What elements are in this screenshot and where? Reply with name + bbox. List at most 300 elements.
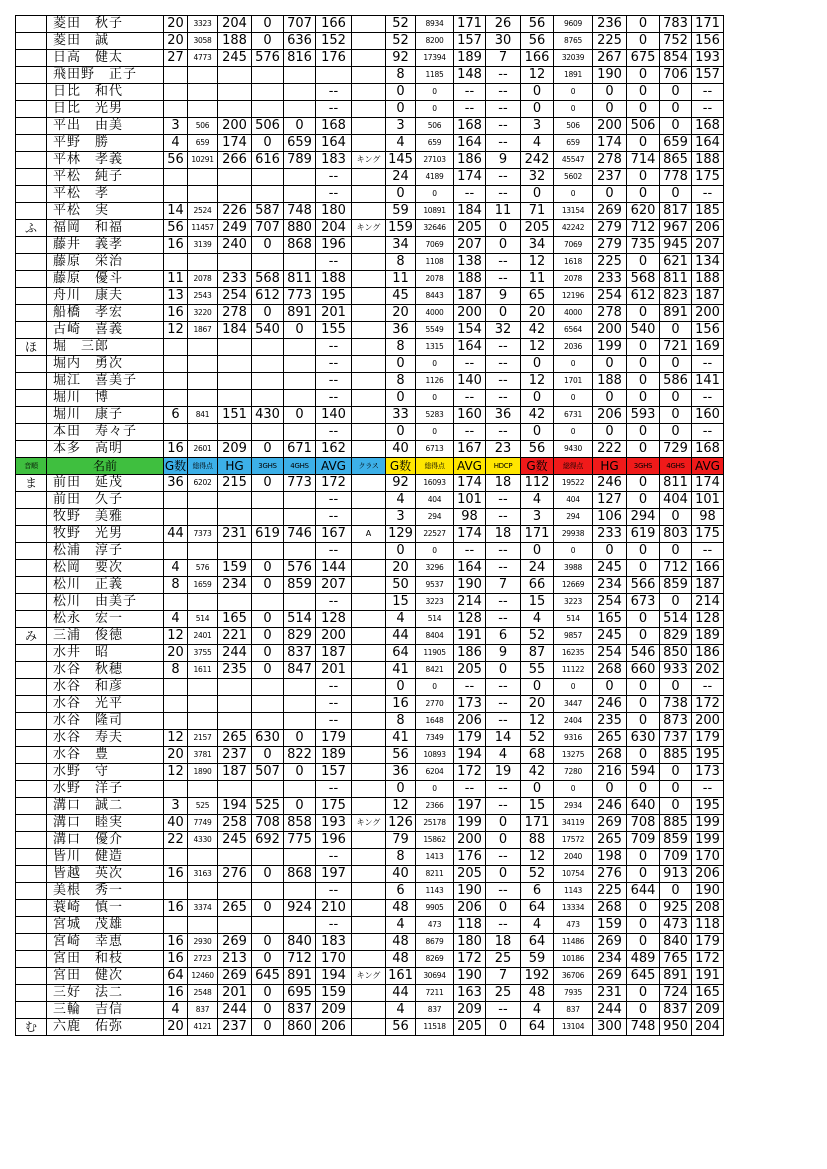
cell-avg2: 174 xyxy=(454,475,486,492)
cell-class: キング xyxy=(352,815,386,832)
cell-avg3: 118 xyxy=(692,917,724,934)
cell-class xyxy=(352,203,386,220)
cell-ghs3b: 0 xyxy=(627,713,660,730)
cell-class xyxy=(352,764,386,781)
cell-ghs4b: 817 xyxy=(660,203,692,220)
cell-g xyxy=(164,254,188,271)
cell-ghs4b: 765 xyxy=(660,951,692,968)
cell-total3: 0 xyxy=(554,390,593,407)
cell-total: 2157 xyxy=(188,730,218,747)
cell-ghs3b: 0 xyxy=(627,781,660,798)
cell-total3: 2078 xyxy=(554,271,593,288)
cell-class xyxy=(352,356,386,373)
cell-ghs4: 0 xyxy=(284,407,316,424)
cell-class xyxy=(352,900,386,917)
cell-total: 2401 xyxy=(188,628,218,645)
cell-total2: 9537 xyxy=(416,577,454,594)
cell-total3: 13154 xyxy=(554,203,593,220)
score-table xyxy=(15,15,724,1036)
cell-name: 水谷 秋穂 xyxy=(47,662,164,679)
cell-g xyxy=(164,917,188,934)
cell-kana xyxy=(16,84,47,101)
cell-hg3: 244 xyxy=(593,1002,627,1019)
cell-hg3: 234 xyxy=(593,951,627,968)
cell-class xyxy=(352,271,386,288)
cell-ghs3 xyxy=(252,390,284,407)
cell-ghs4: 746 xyxy=(284,526,316,543)
cell-avg3: 173 xyxy=(692,764,724,781)
cell-total xyxy=(188,186,218,203)
cell-ghs4b: 967 xyxy=(660,220,692,237)
cell-ghs3: 612 xyxy=(252,288,284,305)
cell-ghs3: 0 xyxy=(252,662,284,679)
table-row xyxy=(16,713,724,730)
cell-ghs3b: 640 xyxy=(627,798,660,815)
cell-hg3: 106 xyxy=(593,509,627,526)
cell-hg: 249 xyxy=(218,220,252,237)
header-class: クラス xyxy=(352,458,386,475)
cell-avg: 206 xyxy=(316,1019,352,1036)
cell-hg3: 225 xyxy=(593,254,627,271)
cell-avg3: 166 xyxy=(692,560,724,577)
cell-name: 牧野 美雅 xyxy=(47,509,164,526)
cell-total: 3139 xyxy=(188,237,218,254)
cell-hg: 200 xyxy=(218,118,252,135)
cell-g2: 8 xyxy=(386,713,416,730)
cell-ghs3: 0 xyxy=(252,135,284,152)
cell-g2: 24 xyxy=(386,169,416,186)
cell-ghs4b: 933 xyxy=(660,662,692,679)
cell-g3: 42 xyxy=(521,322,554,339)
cell-total xyxy=(188,594,218,611)
cell-kana xyxy=(16,985,47,1002)
cell-name: 皆越 英次 xyxy=(47,866,164,883)
cell-g3: 0 xyxy=(521,424,554,441)
cell-total2: 5549 xyxy=(416,322,454,339)
cell-class xyxy=(352,832,386,849)
cell-avg2: 191 xyxy=(454,628,486,645)
cell-ghs4b: 811 xyxy=(660,475,692,492)
cell-g: 20 xyxy=(164,747,188,764)
cell-name: 松永 宏一 xyxy=(47,611,164,628)
table-row xyxy=(16,764,724,781)
cell-avg: 196 xyxy=(316,832,352,849)
cell-hdcp: 25 xyxy=(486,985,521,1002)
cell-avg3: 185 xyxy=(692,203,724,220)
cell-hg3: 265 xyxy=(593,730,627,747)
cell-ghs4 xyxy=(284,679,316,696)
cell-ghs4b: 709 xyxy=(660,849,692,866)
cell-avg: 209 xyxy=(316,1002,352,1019)
cell-total3: 13275 xyxy=(554,747,593,764)
cell-class xyxy=(352,798,386,815)
table-row xyxy=(16,730,724,747)
cell-g3: 0 xyxy=(521,781,554,798)
cell-total2: 1108 xyxy=(416,254,454,271)
cell-ghs3: 507 xyxy=(252,764,284,781)
cell-g2: 59 xyxy=(386,203,416,220)
cell-avg: 193 xyxy=(316,815,352,832)
cell-class xyxy=(352,645,386,662)
cell-ghs3: 0 xyxy=(252,237,284,254)
cell-total: 3220 xyxy=(188,305,218,322)
cell-g2: 40 xyxy=(386,866,416,883)
cell-ghs3 xyxy=(252,254,284,271)
cell-class xyxy=(352,560,386,577)
cell-hg3: 200 xyxy=(593,118,627,135)
cell-total2: 2770 xyxy=(416,696,454,713)
cell-total2: 8404 xyxy=(416,628,454,645)
cell-name: 堀江 喜美子 xyxy=(47,373,164,390)
cell-hg xyxy=(218,849,252,866)
cell-hg xyxy=(218,883,252,900)
table-row xyxy=(16,271,724,288)
cell-total3: 0 xyxy=(554,356,593,373)
cell-ghs4b: 778 xyxy=(660,169,692,186)
cell-ghs3: 587 xyxy=(252,203,284,220)
cell-kana xyxy=(16,968,47,985)
cell-g3: 4 xyxy=(521,917,554,934)
cell-avg3: 214 xyxy=(692,594,724,611)
cell-hdcp: 0 xyxy=(486,866,521,883)
cell-kana xyxy=(16,713,47,730)
cell-hg3: 278 xyxy=(593,305,627,322)
cell-g2: 159 xyxy=(386,220,416,237)
cell-hg3: 231 xyxy=(593,985,627,1002)
cell-avg2: 171 xyxy=(454,16,486,33)
cell-total: 4121 xyxy=(188,1019,218,1036)
cell-ghs3: 0 xyxy=(252,577,284,594)
cell-hg3: 127 xyxy=(593,492,627,509)
cell-g2: 145 xyxy=(386,152,416,169)
cell-g2: 92 xyxy=(386,475,416,492)
cell-kana xyxy=(16,679,47,696)
cell-g2: 64 xyxy=(386,645,416,662)
cell-g xyxy=(164,84,188,101)
cell-class xyxy=(352,50,386,67)
cell-avg3: 157 xyxy=(692,67,724,84)
cell-ghs3b: 0 xyxy=(627,339,660,356)
cell-hg3: 0 xyxy=(593,84,627,101)
cell-total: 3058 xyxy=(188,33,218,50)
cell-ghs3: 0 xyxy=(252,1002,284,1019)
cell-hdcp: 0 xyxy=(486,220,521,237)
cell-name: 日高 健太 xyxy=(47,50,164,67)
table-row xyxy=(16,203,724,220)
cell-hg xyxy=(218,781,252,798)
cell-hdcp: 0 xyxy=(486,662,521,679)
cell-g xyxy=(164,169,188,186)
cell-ghs3 xyxy=(252,713,284,730)
cell-total: 1611 xyxy=(188,662,218,679)
cell-kana xyxy=(16,747,47,764)
cell-avg: 172 xyxy=(316,475,352,492)
cell-total3: 294 xyxy=(554,509,593,526)
cell-hg: 276 xyxy=(218,866,252,883)
cell-ghs4b: 885 xyxy=(660,747,692,764)
cell-ghs3b: 630 xyxy=(627,730,660,747)
cell-avg: 179 xyxy=(316,730,352,747)
table-row xyxy=(16,169,724,186)
cell-hdcp: -- xyxy=(486,169,521,186)
table-row xyxy=(16,951,724,968)
cell-ghs4b: 811 xyxy=(660,271,692,288)
cell-class xyxy=(352,628,386,645)
cell-hg3: 265 xyxy=(593,832,627,849)
cell-kana xyxy=(16,67,47,84)
cell-total2: 404 xyxy=(416,492,454,509)
cell-total2: 837 xyxy=(416,1002,454,1019)
cell-avg2: 148 xyxy=(454,67,486,84)
cell-name: 福岡 和福 xyxy=(47,220,164,237)
cell-ghs4b: 0 xyxy=(660,543,692,560)
cell-g: 3 xyxy=(164,798,188,815)
header-name: 名前 xyxy=(47,458,164,475)
cell-name: 水谷 隆司 xyxy=(47,713,164,730)
cell-avg3: -- xyxy=(692,781,724,798)
cell-kana xyxy=(16,305,47,322)
cell-total: 506 xyxy=(188,118,218,135)
cell-hg3: 233 xyxy=(593,526,627,543)
cell-ghs4 xyxy=(284,186,316,203)
cell-g: 11 xyxy=(164,271,188,288)
cell-total xyxy=(188,883,218,900)
cell-class xyxy=(352,441,386,458)
cell-ghs4: 0 xyxy=(284,730,316,747)
cell-avg: 183 xyxy=(316,152,352,169)
cell-g2: 34 xyxy=(386,237,416,254)
cell-class xyxy=(352,713,386,730)
cell-ghs3b: 0 xyxy=(627,169,660,186)
cell-avg3: 195 xyxy=(692,747,724,764)
cell-hg3: 0 xyxy=(593,390,627,407)
header-row xyxy=(16,458,724,475)
cell-g2: 0 xyxy=(386,424,416,441)
cell-g3: 12 xyxy=(521,849,554,866)
cell-ghs4b: 712 xyxy=(660,560,692,577)
cell-g2: 4 xyxy=(386,1002,416,1019)
cell-hdcp: 0 xyxy=(486,237,521,254)
cell-hdcp: 9 xyxy=(486,152,521,169)
cell-ghs4b: 829 xyxy=(660,628,692,645)
cell-g3: 24 xyxy=(521,560,554,577)
cell-ghs4b: 706 xyxy=(660,67,692,84)
cell-avg3: 101 xyxy=(692,492,724,509)
cell-g3: 0 xyxy=(521,390,554,407)
cell-ghs3b: 0 xyxy=(627,628,660,645)
cell-ghs3b: 540 xyxy=(627,322,660,339)
cell-ghs3b: 0 xyxy=(627,33,660,50)
cell-g xyxy=(164,373,188,390)
cell-avg2: 205 xyxy=(454,220,486,237)
cell-kana xyxy=(16,203,47,220)
cell-g2: 56 xyxy=(386,1019,416,1036)
cell-avg: -- xyxy=(316,84,352,101)
cell-avg: 183 xyxy=(316,934,352,951)
cell-ghs3 xyxy=(252,424,284,441)
cell-g: 4 xyxy=(164,611,188,628)
cell-ghs3: 576 xyxy=(252,50,284,67)
cell-hg3: 0 xyxy=(593,356,627,373)
cell-total: 6202 xyxy=(188,475,218,492)
cell-hdcp: -- xyxy=(486,543,521,560)
cell-total2: 4189 xyxy=(416,169,454,186)
cell-class xyxy=(352,186,386,203)
cell-hg xyxy=(218,492,252,509)
cell-avg: 200 xyxy=(316,628,352,645)
cell-ghs3: 506 xyxy=(252,118,284,135)
cell-total2: 6204 xyxy=(416,764,454,781)
cell-hg3: 278 xyxy=(593,152,627,169)
cell-avg2: -- xyxy=(454,543,486,560)
cell-hdcp: -- xyxy=(486,679,521,696)
cell-ghs3b: 619 xyxy=(627,526,660,543)
cell-ghs3: 616 xyxy=(252,152,284,169)
cell-ghs3b: 0 xyxy=(627,917,660,934)
cell-ghs4b: 803 xyxy=(660,526,692,543)
cell-hdcp: 7 xyxy=(486,577,521,594)
cell-avg: 168 xyxy=(316,118,352,135)
cell-ghs3 xyxy=(252,849,284,866)
cell-total2: 11518 xyxy=(416,1019,454,1036)
cell-hg: 184 xyxy=(218,322,252,339)
cell-total3: 17572 xyxy=(554,832,593,849)
cell-total: 4773 xyxy=(188,50,218,67)
cell-ghs3b: 620 xyxy=(627,203,660,220)
cell-total2: 659 xyxy=(416,135,454,152)
cell-ghs4b: 913 xyxy=(660,866,692,883)
cell-total3: 7935 xyxy=(554,985,593,1002)
cell-kana: ふ xyxy=(16,220,47,237)
cell-ghs3: 708 xyxy=(252,815,284,832)
cell-name: 松川 由美子 xyxy=(47,594,164,611)
cell-kana xyxy=(16,764,47,781)
cell-hg xyxy=(218,713,252,730)
cell-avg: 180 xyxy=(316,203,352,220)
cell-hdcp: -- xyxy=(486,254,521,271)
cell-avg3: 188 xyxy=(692,271,724,288)
cell-g2: 4 xyxy=(386,492,416,509)
cell-total: 3374 xyxy=(188,900,218,917)
cell-ghs4b: 514 xyxy=(660,611,692,628)
cell-g: 6 xyxy=(164,407,188,424)
cell-class xyxy=(352,373,386,390)
cell-ghs4 xyxy=(284,373,316,390)
cell-hdcp: -- xyxy=(486,492,521,509)
cell-class: A xyxy=(352,526,386,543)
cell-ghs3b: 568 xyxy=(627,271,660,288)
cell-g: 20 xyxy=(164,16,188,33)
cell-avg: -- xyxy=(316,356,352,373)
table-row xyxy=(16,781,724,798)
cell-name: 前田 延茂 xyxy=(47,475,164,492)
cell-g xyxy=(164,186,188,203)
cell-name: 堀川 博 xyxy=(47,390,164,407)
cell-kana xyxy=(16,16,47,33)
cell-hg3: 225 xyxy=(593,33,627,50)
cell-hdcp: -- xyxy=(486,594,521,611)
cell-ghs4b: 752 xyxy=(660,33,692,50)
cell-kana xyxy=(16,934,47,951)
cell-name: 水野 守 xyxy=(47,764,164,781)
cell-hg3: 254 xyxy=(593,594,627,611)
cell-g3: 52 xyxy=(521,628,554,645)
cell-g2: 11 xyxy=(386,271,416,288)
cell-hg3: 269 xyxy=(593,934,627,951)
cell-g2: 48 xyxy=(386,900,416,917)
cell-avg3: 171 xyxy=(692,16,724,33)
cell-avg2: 188 xyxy=(454,271,486,288)
cell-name: 平野 勝 xyxy=(47,135,164,152)
cell-name: 古崎 喜義 xyxy=(47,322,164,339)
cell-ghs4: 868 xyxy=(284,237,316,254)
cell-hg: 265 xyxy=(218,730,252,747)
cell-ghs3b: 0 xyxy=(627,373,660,390)
table-row xyxy=(16,475,724,492)
cell-avg2: 163 xyxy=(454,985,486,1002)
cell-hdcp: -- xyxy=(486,424,521,441)
cell-ghs4: 659 xyxy=(284,135,316,152)
cell-kana xyxy=(16,373,47,390)
cell-ghs4: 840 xyxy=(284,934,316,951)
cell-avg2: 189 xyxy=(454,50,486,67)
cell-g3: 11 xyxy=(521,271,554,288)
cell-hg: 204 xyxy=(218,16,252,33)
cell-hg: 226 xyxy=(218,203,252,220)
cell-total xyxy=(188,101,218,118)
cell-avg3: 187 xyxy=(692,288,724,305)
cell-g2: 6 xyxy=(386,883,416,900)
cell-g2: 36 xyxy=(386,322,416,339)
cell-g3: 56 xyxy=(521,33,554,50)
cell-ghs4 xyxy=(284,67,316,84)
cell-ghs3: 0 xyxy=(252,645,284,662)
cell-g: 13 xyxy=(164,288,188,305)
cell-kana xyxy=(16,560,47,577)
cell-g2: 41 xyxy=(386,662,416,679)
cell-kana xyxy=(16,883,47,900)
cell-avg: 197 xyxy=(316,866,352,883)
cell-kana xyxy=(16,237,47,254)
cell-hg xyxy=(218,339,252,356)
cell-kana xyxy=(16,781,47,798)
cell-g: 20 xyxy=(164,33,188,50)
cell-avg: -- xyxy=(316,594,352,611)
cell-ghs3b: 0 xyxy=(627,866,660,883)
table-row xyxy=(16,645,724,662)
cell-total3: 9857 xyxy=(554,628,593,645)
cell-class xyxy=(352,747,386,764)
cell-g2: 52 xyxy=(386,16,416,33)
cell-hdcp: -- xyxy=(486,883,521,900)
cell-name: 宮田 和枝 xyxy=(47,951,164,968)
cell-total: 3323 xyxy=(188,16,218,33)
cell-total2: 5283 xyxy=(416,407,454,424)
cell-hdcp: -- xyxy=(486,917,521,934)
cell-hg3: 200 xyxy=(593,322,627,339)
table-row xyxy=(16,883,724,900)
cell-ghs4 xyxy=(284,169,316,186)
cell-g: 16 xyxy=(164,305,188,322)
cell-avg3: 141 xyxy=(692,373,724,390)
cell-g: 27 xyxy=(164,50,188,67)
cell-avg: -- xyxy=(316,169,352,186)
cell-hg3: 0 xyxy=(593,679,627,696)
cell-hg xyxy=(218,101,252,118)
cell-ghs3: 0 xyxy=(252,16,284,33)
cell-ghs3b: 0 xyxy=(627,492,660,509)
cell-total3: 0 xyxy=(554,84,593,101)
